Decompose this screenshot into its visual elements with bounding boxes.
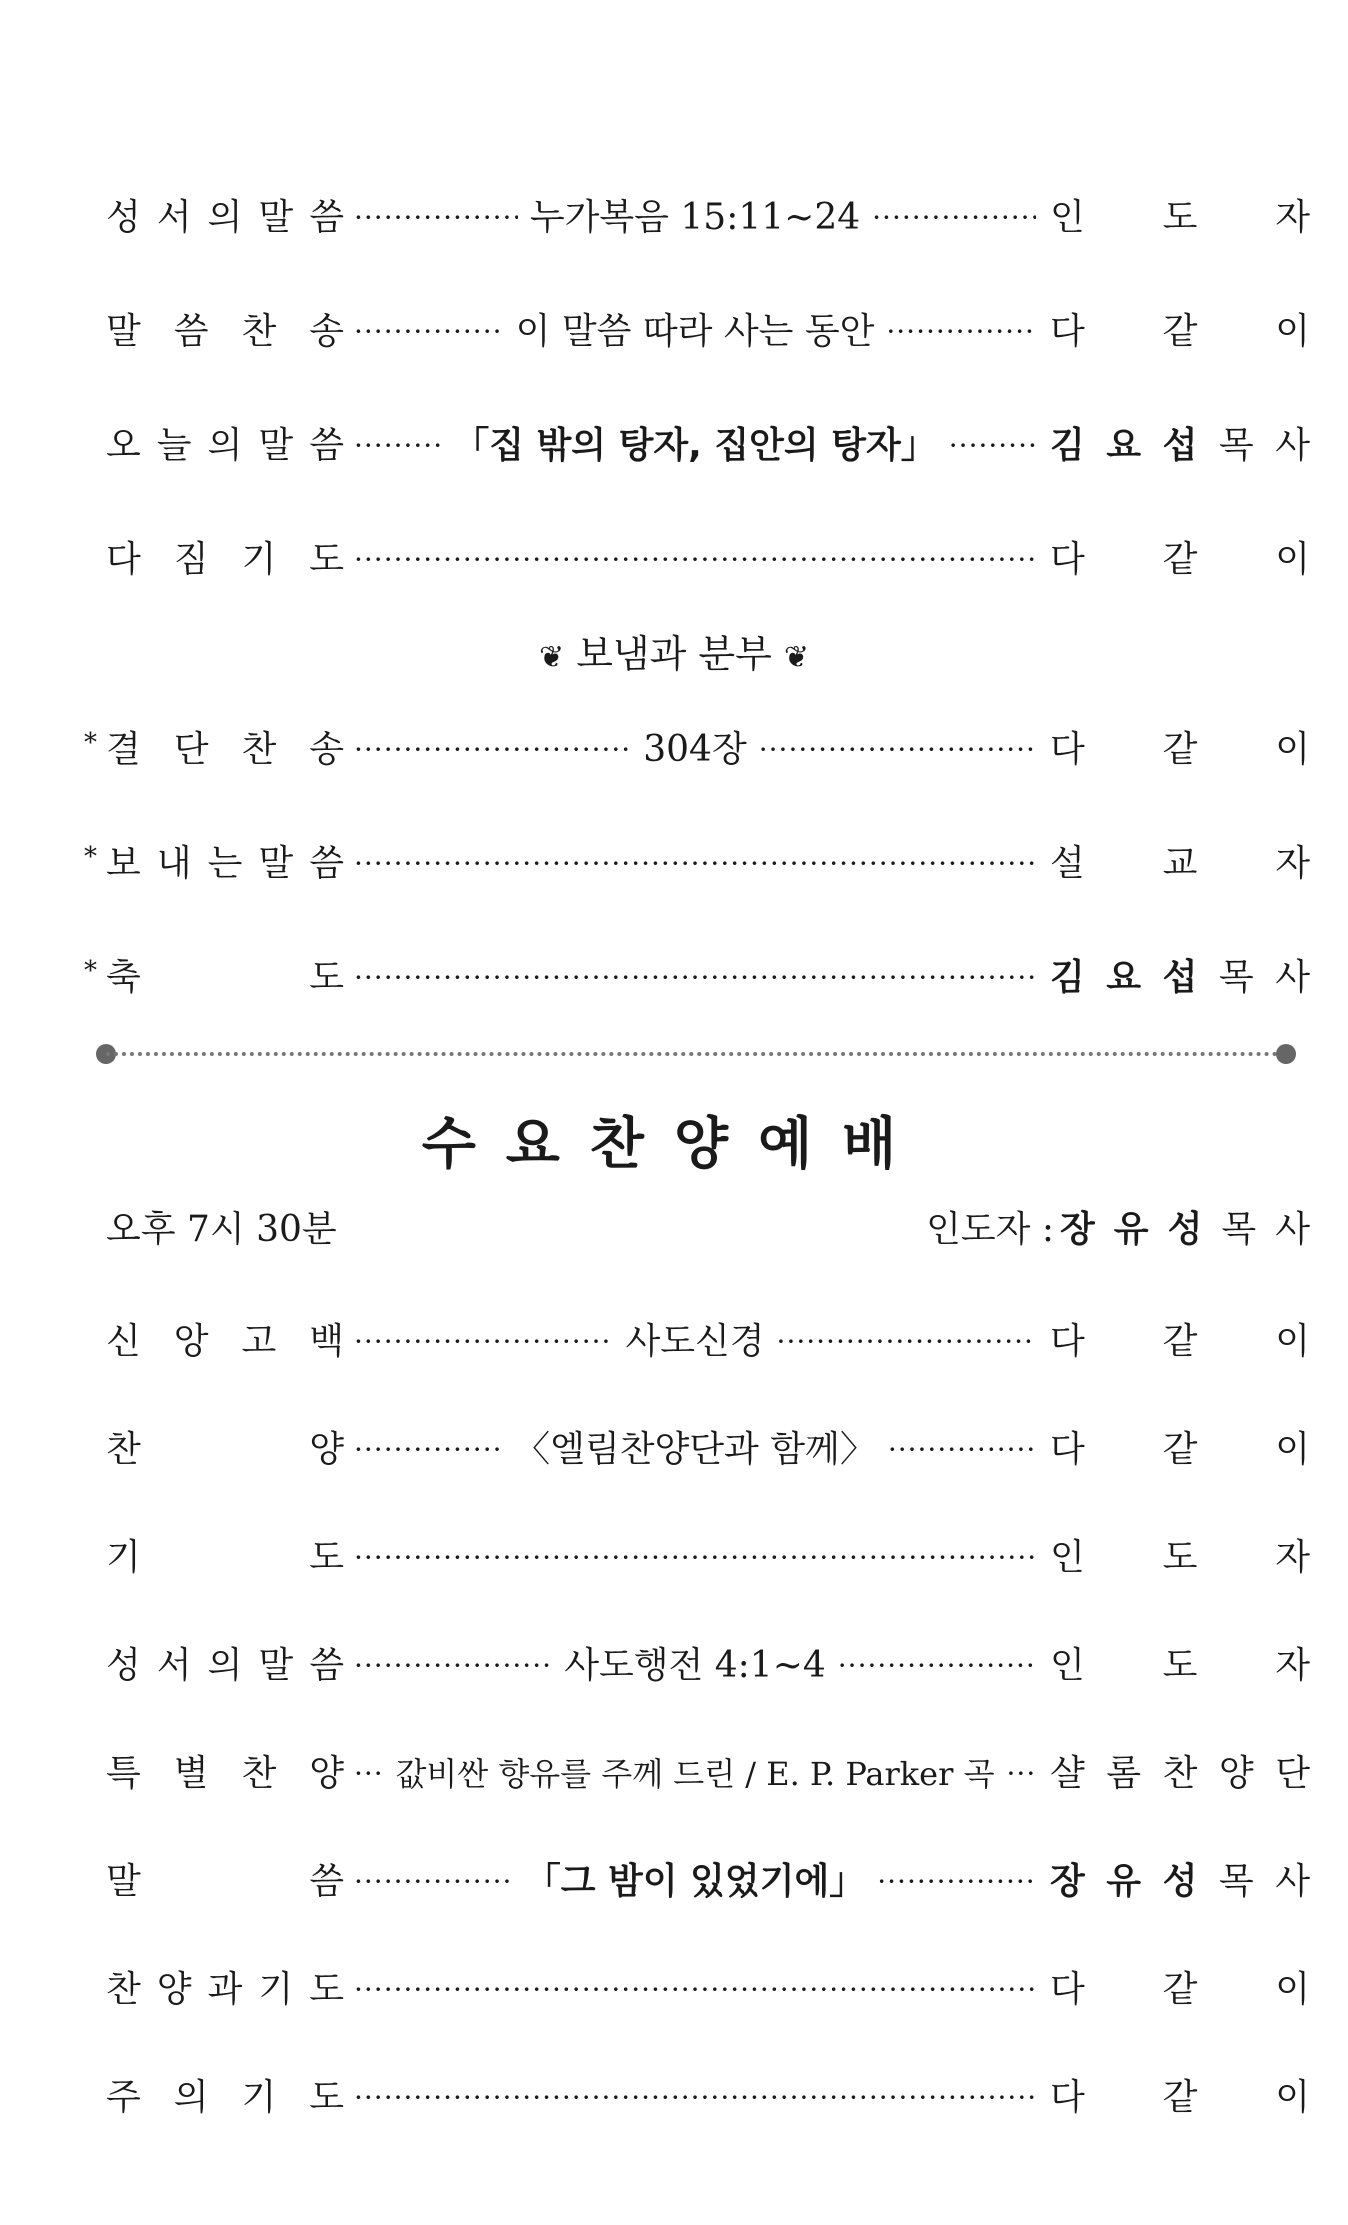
person-char: 다 [1050,2077,1085,2118]
label-char: 기 [241,539,277,580]
label-char: 도 [309,957,344,998]
person-char: 같 [1162,539,1198,580]
section-heading [0,622,1348,686]
label-char: 찬 [241,311,277,352]
dot-leader [949,414,1036,478]
person-char: 이 [1275,1969,1310,2010]
person-char: 도 [1162,1645,1198,1686]
person-char: 다 [1050,1969,1085,2010]
leader-dots [354,186,1036,250]
person-char: 사 [1275,425,1310,466]
order-item-content: 값비싼 향유를 주께 드린 / E. P. Parker 곡 [395,1755,995,1793]
person-char: 샬 [1050,1753,1085,1794]
order-row [0,528,1348,592]
label-char: 기 [106,1537,141,1578]
label-char: 씀 [309,197,344,238]
label-char: 별 [173,1753,209,1794]
person-char: 인 [1050,1537,1085,1578]
leader-dots [354,1526,1036,1590]
person-char: 자 [1275,197,1310,238]
label-char: 다 [106,539,141,580]
label-char: 찬 [241,729,277,770]
person-char: 김 [1050,425,1085,466]
person-char: 유 [1106,1861,1142,1902]
person-char: 장 [1050,1861,1085,1902]
leader-label: 인도자 : [926,1209,1054,1250]
order-item-content: 「집 밖의 탕자, 집안의 탕자」 [453,425,937,466]
order-row [0,414,1348,478]
section-heading-text: 보냄과 분부 [576,632,772,676]
service-leader [910,1198,1310,1262]
order-item-content: 이 말씀 따라 사는 동안 [515,311,875,352]
order-item-label [106,2066,344,2130]
leader-dots [354,1634,1036,1698]
order-item-label [106,946,344,1010]
dot-leader [354,1526,1036,1590]
order-row [0,300,1348,364]
person-char: 자 [1275,843,1310,884]
label-char: 서 [156,197,192,238]
label-char: 는 [207,843,243,884]
person-char: 다 [1050,1321,1085,1362]
order-item-label [106,1526,344,1590]
leader-name [1060,1198,1310,1262]
order-item-label [106,1634,344,1698]
person-char: 섭 [1162,425,1198,466]
label-char: 말 [258,425,294,466]
order-row [0,186,1348,250]
order-item-person [1050,946,1310,1010]
label-char: 결 [106,729,141,770]
order-item-person [1050,718,1310,782]
label-char: 축 [106,957,141,998]
label-char: 씀 [309,843,344,884]
label-char: 신 [106,1321,141,1362]
label-char: 양 [156,1969,192,2010]
leader-dots [354,1958,1036,2022]
leader-name-char: 유 [1113,1209,1149,1250]
leader-dots [354,946,1036,1010]
person-char: 이 [1275,2077,1310,2118]
order-item-person [1050,1418,1310,1482]
label-char: 고 [241,1321,277,1362]
label-char: 도 [309,1537,344,1578]
dot-leader [354,414,441,478]
person-char: 사 [1275,1861,1310,1902]
label-char: 기 [258,1969,294,2010]
order-item-label [106,1850,344,1914]
order-row [0,1850,1348,1914]
person-char: 이 [1275,729,1310,770]
order-item-person [1050,1634,1310,1698]
dot-leader [354,300,504,364]
leader-dots [354,832,1036,896]
order-item-content: 304장 [643,729,747,770]
person-char: 찬 [1162,1753,1198,1794]
person-char: 같 [1162,1969,1198,2010]
label-char: 도 [309,2077,344,2118]
order-row [0,832,1348,896]
dot-leader [354,946,1036,1010]
dot-leader [838,1634,1036,1698]
person-char: 다 [1050,729,1085,770]
standing-mark [84,186,104,250]
order-row [0,1742,1348,1806]
order-item-content: 누가복음 15:11~24 [529,197,861,238]
leader-dots [354,718,1036,782]
dot-leader [886,300,1036,364]
standing-mark [84,1850,104,1914]
order-item-content: 사도신경 [625,1321,765,1362]
order-item-person [1050,186,1310,250]
order-item-person [1050,1958,1310,2022]
standing-mark [84,1418,104,1482]
person-char: 섭 [1162,957,1198,998]
label-char: 앙 [173,1321,209,1362]
label-char: 찬 [106,1429,141,1470]
order-item-person [1050,832,1310,896]
order-item-person [1050,1526,1310,1590]
label-char: 오 [106,425,141,466]
standing-mark: * [84,728,97,758]
leader-name-char: 사 [1275,1209,1310,1250]
wednesday-service-title: 수요찬양예배 [421,1112,927,1177]
order-item-label [106,300,344,364]
person-char: 같 [1162,729,1198,770]
person-char: 이 [1275,539,1310,580]
person-char: 이 [1275,1429,1310,1470]
label-char: 내 [156,843,192,884]
right-flourish-icon: ❦ [783,640,810,675]
person-char: 같 [1162,2077,1198,2118]
leader-name-char: 장 [1060,1209,1095,1250]
dot-leader [354,832,1036,896]
person-char: 다 [1050,1429,1085,1470]
label-char: 보 [106,843,141,884]
order-item-label [106,1418,344,1482]
order-item-content: 사도행전 4:1~4 [564,1645,826,1686]
label-char: 백 [309,1321,344,1362]
dot-leader [354,1850,513,1914]
order-item-person [1050,300,1310,364]
dot-leader [1007,1742,1036,1806]
order-row [0,1526,1348,1590]
dot-leader [354,1418,502,1482]
order-item-content: 「그 밤이 있었기에」 [524,1861,866,1902]
person-char: 목 [1218,957,1254,998]
dot-leader [354,1742,383,1806]
order-row [0,718,1348,782]
leader-dots [354,1310,1036,1374]
order-item-label [106,1742,344,1806]
person-char: 요 [1106,957,1142,998]
label-char: 특 [106,1753,141,1794]
left-flourish-icon: ❦ [538,640,565,675]
label-char: 찬 [106,1969,141,2010]
label-char: 의 [207,197,243,238]
order-row [0,1418,1348,1482]
dot-leader [354,2066,1036,2130]
person-char: 양 [1218,1753,1254,1794]
label-char: 송 [309,729,344,770]
standing-mark [84,414,104,478]
order-row [0,2066,1348,2130]
standing-mark [84,1526,104,1590]
standing-mark [84,528,104,592]
dot-leader [877,1850,1036,1914]
person-char: 도 [1162,197,1198,238]
order-item-label [106,832,344,896]
standing-mark [84,1958,104,2022]
label-char: 서 [156,1645,192,1686]
person-char: 성 [1162,1861,1198,1902]
dot-leader [888,1418,1036,1482]
person-char: 인 [1050,1645,1085,1686]
label-char: 씀 [309,1645,344,1686]
leader-name-char: 목 [1221,1209,1257,1250]
dot-leader [777,1310,1036,1374]
person-char: 김 [1050,957,1085,998]
leader-dots [354,528,1036,592]
dot-leader [354,528,1036,592]
leader-dots [354,1850,1036,1914]
label-char: 말 [258,843,294,884]
dot-leader [872,186,1036,250]
label-char: 과 [207,1969,243,2010]
order-item-label [106,1958,344,2022]
order-row [0,1958,1348,2022]
label-char: 말 [258,197,294,238]
dot-leader [759,718,1036,782]
person-char: 교 [1162,843,1198,884]
leader-dots [354,2066,1036,2130]
label-char: 말 [258,1645,294,1686]
person-char: 설 [1050,843,1085,884]
label-char: 의 [207,1645,243,1686]
order-item-label [106,414,344,478]
label-char: 늘 [156,425,192,466]
label-char: 짐 [173,539,209,580]
person-char: 단 [1275,1753,1310,1794]
label-char: 성 [106,1645,141,1686]
person-char: 다 [1050,539,1085,580]
label-char: 말 [106,1861,141,1902]
order-row [0,1310,1348,1374]
order-item-person [1050,2066,1310,2130]
service-time: 오후 7시 30분 [106,1209,337,1250]
label-char: 씀 [309,1861,344,1902]
dot-leader [354,1310,613,1374]
label-char: 단 [173,729,209,770]
divider-right-dot [1276,1044,1296,1064]
dot-leader [354,186,518,250]
standing-mark [84,1742,104,1806]
standing-mark: * [84,956,97,986]
leader-dots [354,300,1036,364]
person-char: 목 [1218,1861,1254,1902]
standing-mark: * [84,842,97,872]
person-char: 다 [1050,311,1085,352]
person-char: 사 [1275,957,1310,998]
order-item-label [106,528,344,592]
dot-leader [354,718,631,782]
person-char: 이 [1275,311,1310,352]
order-item-person [1050,414,1310,478]
dot-leader [354,1634,552,1698]
leader-dots [354,1742,1036,1806]
label-char: 도 [309,539,344,580]
person-char: 같 [1162,1429,1198,1470]
label-char: 말 [106,311,141,352]
order-item-person [1050,528,1310,592]
leader-dots [354,1418,1036,1482]
order-item-label [106,1310,344,1374]
label-char: 양 [309,1753,344,1794]
standing-mark [84,300,104,364]
person-char: 자 [1275,1537,1310,1578]
person-char: 목 [1218,425,1254,466]
person-char: 이 [1275,1321,1310,1362]
person-char: 같 [1162,1321,1198,1362]
label-char: 양 [309,1429,344,1470]
order-item-label [106,718,344,782]
order-row [0,946,1348,1010]
order-item-person [1050,1742,1310,1806]
label-char: 씀 [173,311,209,352]
label-char: 도 [309,1969,344,2010]
label-char: 주 [106,2077,141,2118]
order-item-content: 〈엘림찬양단과 함께〉 [514,1429,876,1470]
label-char: 씀 [309,425,344,466]
person-char: 요 [1106,425,1142,466]
dotted-divider [106,1052,1286,1056]
order-item-label [106,186,344,250]
standing-mark [84,1634,104,1698]
person-char: 같 [1162,311,1198,352]
order-item-person [1050,1310,1310,1374]
order-item-person [1050,1850,1310,1914]
label-char: 찬 [241,1753,277,1794]
order-row [0,1634,1348,1698]
label-char: 송 [309,311,344,352]
standing-mark [84,1310,104,1374]
label-char: 기 [241,2077,277,2118]
label-char: 의 [207,425,243,466]
dot-leader [354,1958,1036,2022]
leader-name-char: 성 [1167,1209,1203,1250]
label-char: 성 [106,197,141,238]
label-char: 의 [173,2077,209,2118]
leader-dots [354,414,1036,478]
standing-mark [84,2066,104,2130]
person-char: 롬 [1106,1753,1142,1794]
person-char: 인 [1050,197,1085,238]
person-char: 도 [1162,1537,1198,1578]
person-char: 자 [1275,1645,1310,1686]
